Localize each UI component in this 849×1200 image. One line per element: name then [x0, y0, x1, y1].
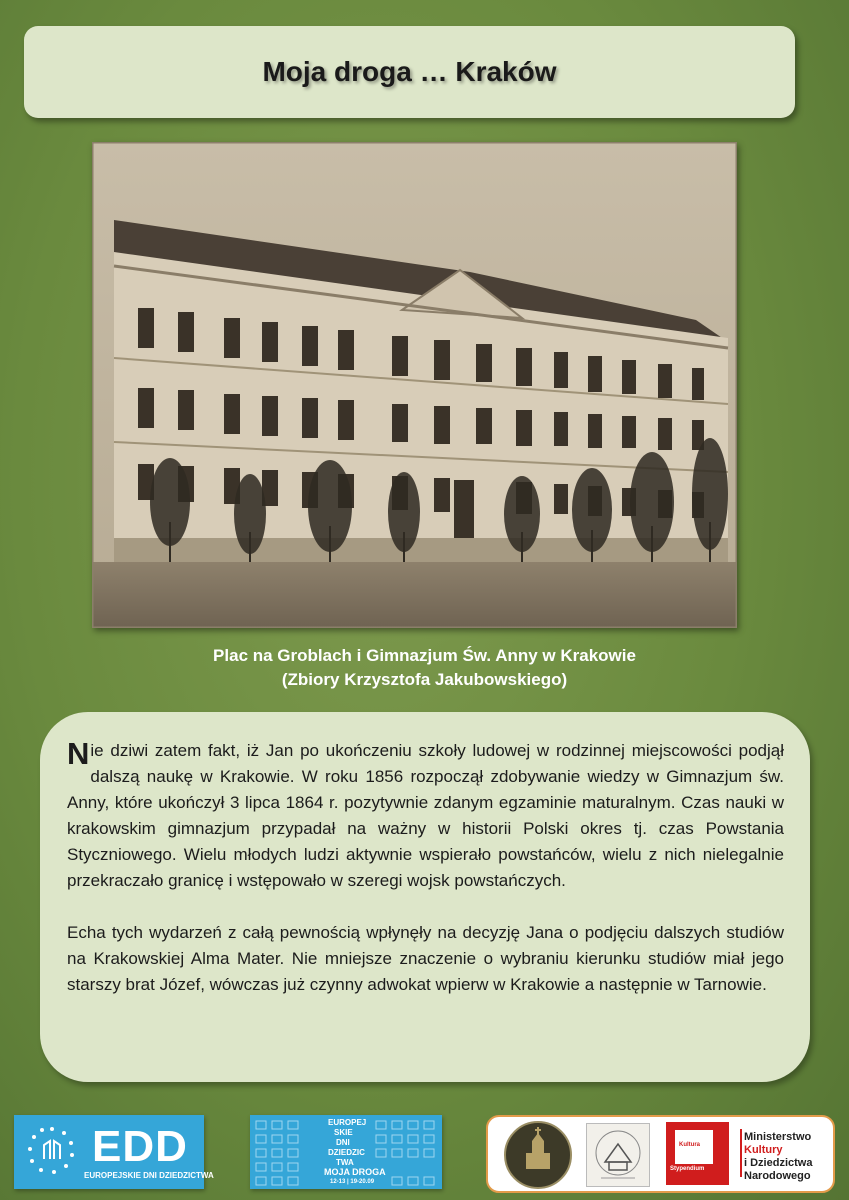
- md-word-1: EUROPEJ: [328, 1118, 367, 1127]
- page-title: Moja droga … Kraków: [262, 56, 557, 87]
- sponsor-logos: [486, 1115, 835, 1193]
- md-name: MOJA DROGA: [324, 1167, 386, 1177]
- church-icon: [506, 1123, 570, 1187]
- historic-photo: [92, 142, 737, 628]
- paragraph-2: Echa tych wydarzeń z całą pewnością wpłynęły na decyzję Jana o podjęciu dalszych studiów na Krakowskiej Alma Mater. Nie mniejsze znaczenie o wybraniu kierunku studiów miał jego starszy brat Józef, wówczas już czynny adwokat wpierw w Krakowie a następnie w Tarnowie.: [67, 923, 784, 994]
- edd-mark: EDD: [92, 1122, 188, 1171]
- md-word-5: TWA: [336, 1158, 354, 1167]
- stipendium-inner: [675, 1130, 713, 1164]
- ministry-line-3: i Dziedzictwa: [744, 1157, 813, 1169]
- paragraph-1-text: ie dziwi zatem fakt, iż Jan po ukończeniu szkoły ludowej w rodzinnej miejscowości podjął dalszą naukę w Krakowie. W roku 1856 rozpoczął zdobywanie wiedzy w Gimnazjum św. Anny, które ukończył 3 lipca 1864 r. pozytywnie zdanym egzaminie maturalnym. Czas nauki w krakowskim gimnazjum przypadał na ważny w historii Polski okres tj. czas Powstania Styczniowego. Wielu młodych ludzi aktywnie wspierało powstańców, wielu z nich nielegalnie przekraczało granicę i wstępowało w szeregi wojsk powstańczych.: [67, 741, 784, 890]
- caption-source: (Zbiory Krzysztofa Jakubowskiego): [281, 670, 568, 689]
- church-drawing-icon: [587, 1124, 649, 1186]
- md-dates: 12-13 | 19-20.09: [330, 1179, 375, 1185]
- md-word-4: DZIEDZIC: [328, 1148, 365, 1157]
- ministry-logo: [744, 1131, 830, 1183]
- parish-circle-logo: [504, 1121, 572, 1189]
- stipendium-inner-text: Kultura: [679, 1142, 700, 1148]
- stipendium-logo: [666, 1122, 729, 1185]
- edd-logo: [14, 1115, 214, 1189]
- title-panel: [24, 26, 795, 118]
- ministry-line-2: Kultury: [744, 1144, 783, 1156]
- stipendium-label: Stypendium: [670, 1166, 705, 1172]
- stars-circle-icon: [14, 1115, 84, 1189]
- md-word-3: DNI: [336, 1138, 350, 1147]
- moja-droga-logo: [250, 1115, 442, 1189]
- paragraph-1: [67, 738, 784, 894]
- edd-subtitle: EUROPEJSKIE DNI DZIEDZICTWA: [84, 1171, 214, 1180]
- drop-cap: N: [67, 736, 90, 771]
- md-word-2: SKIE: [334, 1128, 353, 1137]
- ministry-line-1: Ministerstwo: [744, 1131, 812, 1143]
- photo-caption: [100, 644, 749, 692]
- school-building-illustration: [92, 142, 737, 628]
- ministry-line-4: Narodowego: [744, 1170, 811, 1182]
- article-text: [67, 738, 784, 998]
- caption-title: Plac na Groblach i Gimnazjum Św. Anny w Krakowie: [213, 646, 636, 665]
- church-stamp-logo: [586, 1123, 650, 1187]
